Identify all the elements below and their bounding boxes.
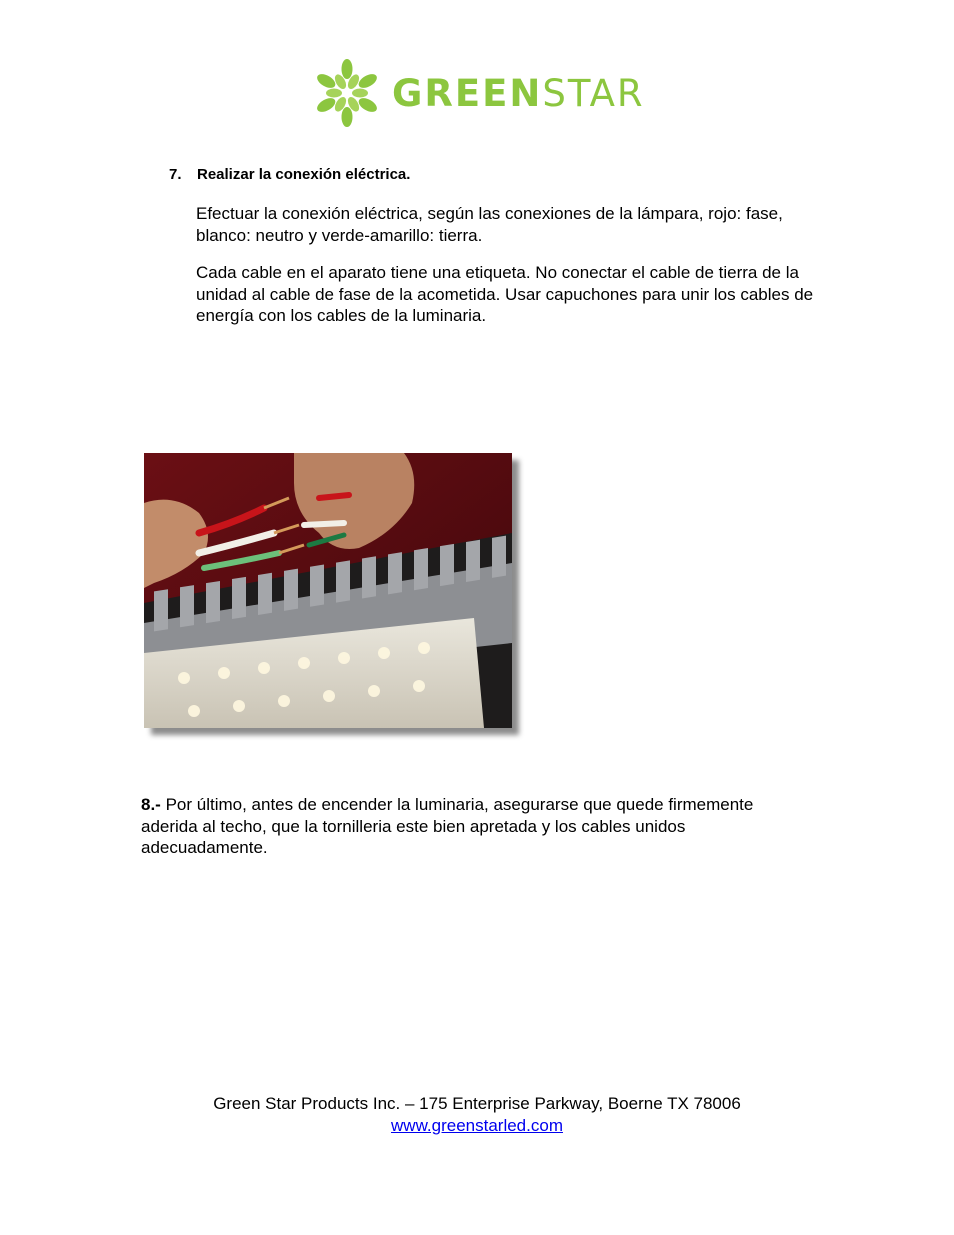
step7-title: Realizar la conexión eléctrica. <box>197 166 411 183</box>
footer-website-link[interactable]: www.greenstarled.com <box>391 1116 563 1135</box>
step8-paragraph <box>141 794 801 859</box>
step7-number: 7. <box>169 166 182 183</box>
step7-paragraph-2: Cada cable en el aparato tiene una etiqueta. No conectar el cable de tierra de la unidad al cable de fase de la acometida. Usar capuchones para unir los cables de energía con los cables de la luminaria. <box>196 263 814 325</box>
brand-logo <box>310 56 650 132</box>
step7-heading <box>169 166 410 183</box>
step8-number: 8.- <box>141 795 161 814</box>
step7-paragraph-1: Efectuar la conexión eléctrica, según las conexiones de la lámpara, rojo: fase, blanco: neutro y verde-amarillo: tierra. <box>196 204 783 245</box>
wire-connection-photo <box>144 453 512 728</box>
page-footer <box>0 1093 954 1137</box>
step8-text: Por último, antes de encender la luminaria, asegurarse que quede firmemente aderida al techo, que la tornilleria este bien apretada y los cables unidos adecuadamente. <box>141 795 754 857</box>
flower-icon <box>310 56 384 130</box>
brand-name: GREENSTAR <box>392 72 645 115</box>
footer-address: Green Star Products Inc. – 175 Enterprise Parkway, Boerne TX 78006 <box>213 1094 741 1113</box>
